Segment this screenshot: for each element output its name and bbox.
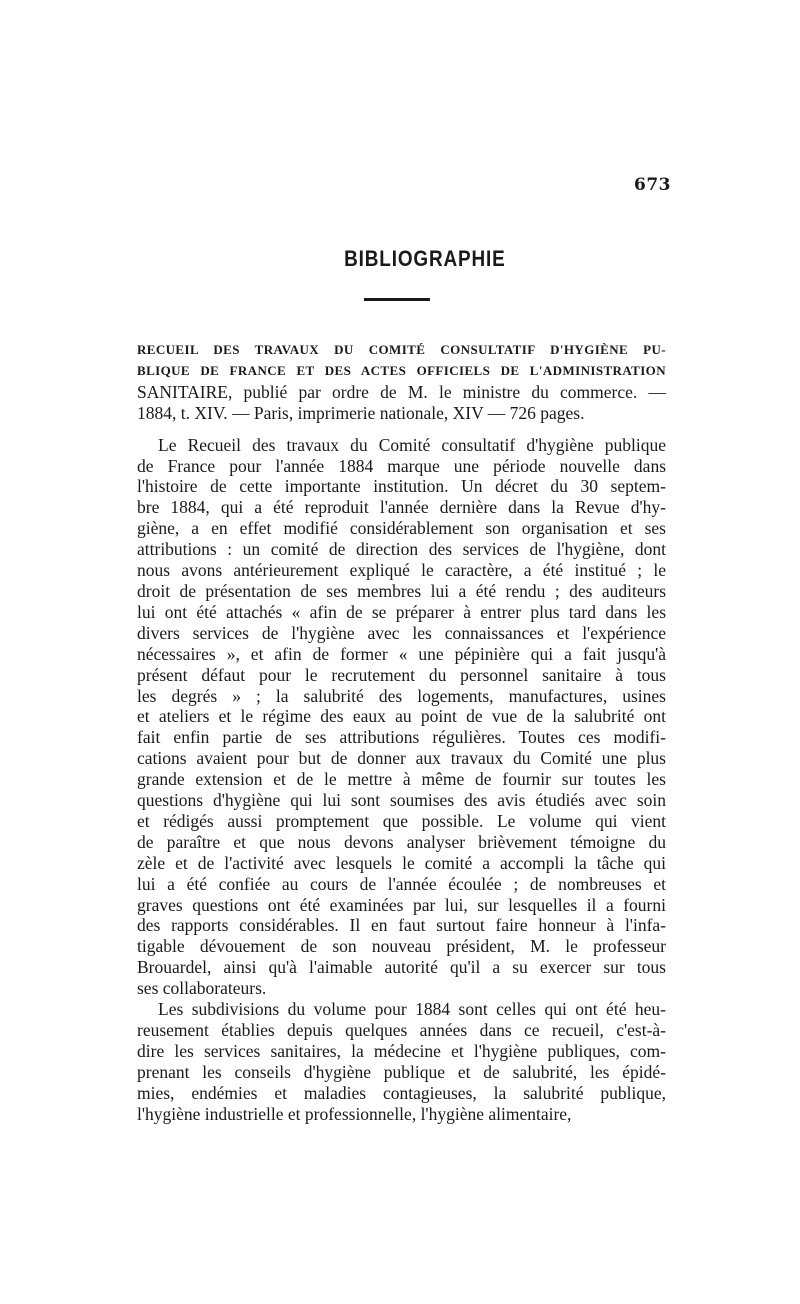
paragraph-line: graves questions ont été examinées par lui, sur lesquelles il a fourni <box>137 894 666 915</box>
heading-rule <box>364 298 430 301</box>
paragraph-line: présent défaut pour le recrutement du personnel sanitaire à tous <box>137 664 666 685</box>
paragraph-line: l'hygiène industrielle et professionnelle, l'hygiène alimentaire, <box>137 1103 572 1124</box>
paragraph-line: mies, endémies et maladies contagieuses, la salubrité publique, <box>137 1082 666 1103</box>
paragraph-line: reusement établies depuis quelques années dans ce recueil, c'est-à- <box>137 1020 666 1040</box>
reference-line: SANITAIRE, publié par ordre de M. le ministre du commerce. — <box>137 381 666 402</box>
paragraph-line: tigable dévouement de son nouveau président, M. le professeur <box>137 936 666 957</box>
section-heading-wrapper <box>0 246 800 272</box>
spacer <box>137 424 666 435</box>
paragraph-line: nous avons antérieurement expliqué le caractère, a été institué ; le <box>137 560 666 581</box>
reference-line: RECUEIL DES TRAVAUX DU COMITÉ CONSULTATIF D'HYGIÈNE PU- <box>137 342 666 357</box>
paragraph-line: lui a été confiée au cours de l'année écoulée ; de nombreuses et <box>137 873 666 894</box>
paragraph-line: les degrés » ; la salubrité des logements, manufactures, usines <box>137 685 666 706</box>
paragraph-line: ses collaborateurs. <box>137 978 267 999</box>
paragraph-line: questions d'hygiène qui lui sont soumises des avis étudiés avec soin <box>137 790 666 811</box>
reference-line: 1884, t. XIV. — Paris, imprimerie nationale, XIV — 726 pages. <box>137 402 585 423</box>
section-heading: BIBLIOGRAPHIE <box>344 246 506 271</box>
paragraph-line: bre 1884, qui a été reproduit l'année dernière dans la Revue d'hy- <box>137 497 666 518</box>
article-body <box>137 340 666 1125</box>
paragraph-line: et ateliers et le régime des eaux au point de vue de la salubrité ont <box>137 706 666 727</box>
paragraph <box>137 999 666 1124</box>
paragraph-line: et rédigés aussi promptement que possible. Le volume qui vient <box>137 810 666 831</box>
paragraph-line: droit de présentation de ses membres lui a été rendu ; des auditeurs <box>137 580 666 601</box>
paragraph-line: lui ont été attachés « afin de se préparer à entrer plus tard dans les <box>137 601 666 622</box>
paragraph-line: attributions : un comité de direction des services de l'hygiène, dont <box>137 539 666 560</box>
paragraph-line: de paraître et que nous devons analyser brièvement témoigne du <box>137 831 666 852</box>
paragraph-line: nécessaires », et afin de former « une pépinière qui a fait jusqu'à <box>137 643 666 664</box>
reference-entry <box>137 340 666 424</box>
paragraph-line: Le Recueil des travaux du Comité consultatif d'hygiène publique <box>158 434 666 455</box>
paragraph-line: Brouardel, ainsi qu'à l'aimable autorité qu'il a su exercer sur tous <box>137 957 666 978</box>
paragraph-line: Les subdivisions du volume pour 1884 sont celles qui ont été heu- <box>158 999 666 1020</box>
paragraph-line: grande extension et de le mettre à même de fournir sur toutes les <box>137 769 666 790</box>
page-number: 673 <box>634 175 671 195</box>
paragraph-line: dire les services sanitaires, la médecine et l'hygiène publiques, com- <box>137 1040 666 1061</box>
paragraph-line: de France pour l'année 1884 marque une période nouvelle dans <box>137 455 666 476</box>
paragraph-line: cations avaient pour but de donner aux travaux du Comité une plus <box>137 748 666 769</box>
paragraph-line: giène, a en effet modifié considérablement son organisation et ses <box>137 518 666 539</box>
paragraph-line: fait enfin partie de ses attributions régulières. Toutes ces modifi- <box>137 727 666 748</box>
paragraph-line: divers services de l'hygiène avec les connaissances et l'expérience <box>137 622 666 643</box>
paragraph-line: zèle et de l'activité avec lesquels le comité a accompli la tâche qui <box>137 852 666 873</box>
paragraph-line: l'histoire de cette importante institution. Un décret du 30 septem- <box>137 476 666 497</box>
reference-line: BLIQUE DE FRANCE ET DES ACTES OFFICIELS DE L'ADMINISTRATION <box>137 362 666 378</box>
paragraph-line: prenant les conseils d'hygiène publique et de salubrité, les épidé- <box>137 1061 666 1082</box>
paragraph <box>137 435 666 999</box>
paragraph-line: des rapports considérables. Il en faut surtout faire honneur à l'infa- <box>137 915 666 936</box>
